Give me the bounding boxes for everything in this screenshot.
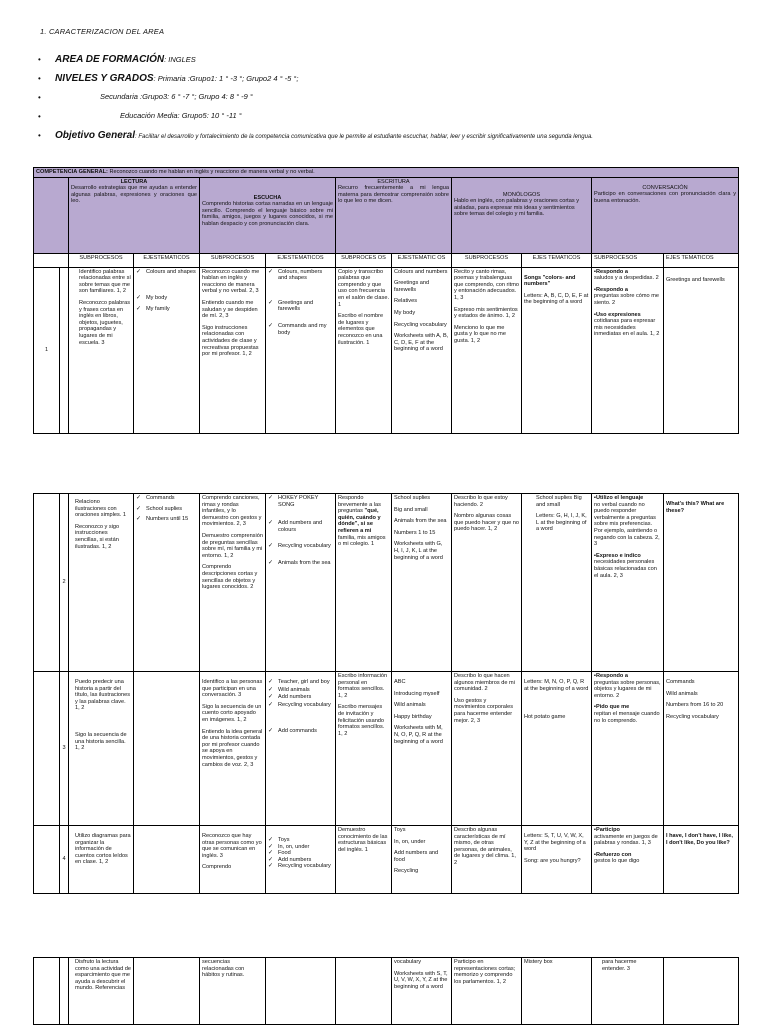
bullet-secundaria: [38, 90, 758, 109]
lectura-subprocesos: Identifico palabras relacionadas entre sí sobre temas que me son familiares. 1, 2 Reconozco palabras y frases cortas en inglés en libros, objetos, juguetes, propagandas y lugares de mi escuela. 3: [69, 267, 134, 433]
escucha-ejes: ✓ Teacher, girl and boy ✓ Wild animals ✓ Add numbers ✓ Recycling vocabulary ✓ Add commands: [266, 672, 336, 826]
bullet-area: [38, 52, 758, 71]
monologos-subprocesos: Describo lo que hacen algunos miembros de mi comunidad. 2 Uso gestos y movimientos corporales para hacerme entender mejor. 2, 3: [452, 672, 522, 826]
subheader-ejes: EJES TEMATICOS: [664, 253, 739, 267]
monologos-subprocesos: Describo lo que estoy haciendo. 2 Nombro algunas cosas que puedo hacer y que no puedo hacer. 1, 2: [452, 494, 522, 672]
escucha-ejes: ✓ Colours, numbers and shapes ✓ Greetings and farewells ✓ Commands and my body: [266, 267, 336, 433]
bullet-dot-icon: •: [38, 112, 41, 121]
bullet-media: [38, 109, 758, 128]
curriculum-table-2: [33, 493, 739, 894]
row-spacer: [60, 267, 69, 433]
row-number: 1: [34, 267, 60, 433]
escritura-ejes: Toys In, on, under Add numbers and food Recycling: [392, 826, 452, 894]
subheader-subprocesos: SUBPROCESOS: [200, 253, 266, 267]
escucha-title: ESCUCHA: [253, 194, 282, 201]
subheader-subprocesos: SUBPROCESOS: [452, 253, 522, 267]
subheader-ejes: EJESTEMATICOS: [266, 253, 336, 267]
competencia-label: COMPETENCIA GENERAL:: [36, 169, 108, 175]
lectura-ejes: ✓ Colours and shapes ✓ My body ✓ My family: [134, 267, 200, 433]
subheader-subprocesos: SUBPROCES OS: [336, 253, 392, 267]
bullet-dot-icon: •: [38, 55, 41, 64]
header-spacer: [34, 177, 69, 253]
curriculum-table-1: [33, 167, 739, 434]
conversacion-ejes: Commands Wild animals Numbers from 16 to 20 Recycling vocabulary: [664, 672, 739, 826]
row-spacer: [34, 672, 60, 826]
table-row: [34, 826, 739, 894]
header-conversacion: [592, 177, 739, 253]
conversacion-subprocesos: ▪ Participo activamente en juegos de palabras y rondas. 1, 3 ▪ Refuerzo con gestos lo que digo: [592, 826, 664, 894]
escritura-ejes: Colours and numbers Greetings and farewells Relatives My body Recycling vocabulary Worksheets with A, B, C, D, E, F at the beginning of a word: [392, 267, 452, 433]
row-spacer: [34, 958, 60, 1025]
lectura-ejes: [134, 826, 200, 894]
area-value: : INGLES: [164, 55, 196, 64]
bullet-dot-icon: •: [38, 93, 41, 102]
escritura-title: ESCRITURA: [377, 178, 410, 185]
monologos-subprocesos: Participo en representaciones cortas; memorizo y comprendo los parlamentos. 1, 2: [452, 958, 522, 1025]
lectura-ejes: ✓ Commands ✓ School suplies ✓ Numbers until 15: [134, 494, 200, 672]
escucha-subprocesos: Identifico a las personas que participan en una conversación. 3 Sigo la secuencia de un cuento corto apoyado en imágenes. 1, 2 Entiendo la idea general de una historia contada por mi profesor cuando se apoya en movimientos, gestos y cambios de voz. 2, 3: [200, 672, 266, 826]
escucha-subprocesos: Reconozco que hay otras personas como yo que se comunican en inglés. 3 Comprendo: [200, 826, 266, 894]
conversacion-title: CONVERSACIÓN: [642, 184, 688, 191]
row-spacer: [60, 958, 69, 1025]
escritura-ejes: vocabulary Worksheets with S, T, U, V, W, X, Y, Z at the beginning of a word: [392, 958, 452, 1025]
monologos-ejes: Songs "colors- and numbers" Letters: A, B, C, D, E, F at the beginning of a word: [522, 267, 592, 433]
monologos-title: MONÓLOGOS: [502, 191, 541, 198]
escucha-subprocesos: secuencias relacionadas con hábitos y rutinas.: [200, 958, 266, 1025]
header-lectura: [69, 177, 200, 253]
monologos-text: Hablo en inglés, con palabras y oraciones cortas y aisladas, para expresar mis ideas y sentimientos sobre temas del colegio y mi familia.: [454, 198, 579, 218]
objetivo-label: Objetivo General: [55, 130, 136, 141]
lectura-text: Desarrollo estrategias que me ayudan a entender algunas palabras, expresiones y oraciones que leo.: [71, 185, 197, 205]
escritura-ejes: ABC Introducing myself Wild animals Happy birthday Worksheets with M, N, O, P, Q, R at the beginning of a word: [392, 672, 452, 826]
objetivo-value: : Facilitar el desarrollo y fortalecimiento de la competencia comunicativa que le permite al estudiante escuchar, hablar, leer y escribir significativamente una segunda lengua.: [135, 134, 593, 140]
subheader-spacer: [34, 253, 69, 267]
monologos-ejes: Letters: M, N, O, P, Q, R at the beginning of a word Hot potato game: [522, 672, 592, 826]
table-row: [34, 267, 739, 433]
bullet-niveles: [38, 71, 758, 90]
escritura-subprocesos: Demuestro conocimiento de las estructuras básicas del inglés. 1: [336, 826, 392, 894]
subheader-ejes: EJESTEMATICOS: [134, 253, 200, 267]
monologos-subprocesos: Recito y canto rimas, poemas y trabalenguas que comprendo, con ritmo y entonación adecuados. 1, 3 Expreso mis sentimientos y estados de ánimo. 1, 2 Menciono lo que me gusta y lo que no me gusta. 1, 2: [452, 267, 522, 433]
conversacion-subprocesos: para hacerme entender. 3: [592, 958, 664, 1025]
bullet-dot-icon: •: [38, 74, 41, 83]
row-number: 3: [60, 672, 69, 826]
subheader-subprocesos: SUBPROCESOS: [592, 253, 664, 267]
competencia-text: Reconozco cuando me hablan en inglés y reacciono de manera verbal y no verbal.: [107, 169, 315, 175]
monologos-ejes: Mistery box: [522, 958, 592, 1025]
table-row: [34, 958, 739, 1025]
niveles-label: NIVELES Y GRADOS: [55, 73, 154, 84]
lectura-ejes: [134, 672, 200, 826]
subheader-subprocesos: SUBPROCESOS: [69, 253, 134, 267]
niveles-value: : Primaria :Grupo1: 1 ° -3 °; Grupo2 4 ° -5 °;: [153, 74, 299, 83]
area-label: AREA DE FORMACIÓN: [55, 54, 165, 65]
conversacion-ejes: [664, 958, 739, 1025]
bullet-dot-icon: •: [38, 131, 41, 140]
lectura-subprocesos: Puedo predecir una historia a partir del título, las ilustraciones y las palabras clave. 1, 2 Sigo la secuencia de una historia sencilla. 1, 2: [69, 672, 134, 826]
escritura-subprocesos: Escribo información personal en formatos sencillos. 1, 2 Escribo mensajes de invitación y felicitación usando formatos sencillos. 1, 2: [336, 672, 392, 826]
header-monologos: [452, 177, 592, 253]
row-spacer: [34, 494, 60, 672]
escucha-ejes: ✓ HOKEY POKEY SONG ✓ Add numbers and colours ✓ Recycling vocabulary ✓ Animals from the sea: [266, 494, 336, 672]
monologos-subprocesos: Describo algunas características de mí mismo, de otras personas, de animales, de lugares y del clima. 1, 2: [452, 826, 522, 894]
section-title: 1. CARACTERIZACION DEL AREA: [40, 27, 165, 36]
row-spacer: [34, 826, 60, 894]
lectura-subprocesos: Utilizo diagramas para organizar la información de cuentos cortos leídos en clase. 1, 2: [69, 826, 134, 894]
escucha-subprocesos: Comprendo canciones, rimas y rondas infantiles, y lo demuestro con gestos y movimientos. 2, 3 Demuestro comprensión de preguntas sencillas sobre mí, mi familia y mi entorno. 1, 2 Comprendo descripciones cortas y sencillas de objetos y lugares conocidos. 2: [200, 494, 266, 672]
row-number: 2: [60, 494, 69, 672]
conversacion-subprocesos: ▪ Respondo a preguntas sobre personas, objetos y lugares de mi entorno. 2 ▪ Pido que me repitan el mensaje cuando no lo comprendo.: [592, 672, 664, 826]
escucha-ejes: [266, 958, 336, 1025]
subheader-ejes: EJESTEMATIC OS: [392, 253, 452, 267]
header-escucha: [200, 177, 336, 253]
competencia-general: [34, 168, 739, 178]
escritura-subprocesos: Respondo brevemente a las preguntas "qué, quién, cuándo y dónde", si se refieren a mi familia, mis amigos o mi colegio. 1: [336, 494, 392, 672]
escritura-ejes: School suplies Big and small Animals from the sea Numbers 1 to 15 Worksheets with G, H, I, J, K, L at the beginning of a word: [392, 494, 452, 672]
secundaria-value: Secundaria :Grupo3: 6 ° -7 °; Grupo 4: 8 ° -9 °: [100, 92, 253, 101]
table-row: [34, 672, 739, 826]
conversacion-ejes: What's this? What are these?: [664, 494, 739, 672]
escucha-text: Comprendo historias cortas narradas en un lenguaje sencillo. Comprendo el lenguaje básico sobre mi familia, amigos, juegos y lugares conocidos, si me hablan despacio y con pronunciación clara.: [202, 201, 333, 227]
conversacion-subprocesos: ▪ Utilizo el lenguaje no verbal cuando no puedo responder verbalmente a preguntas sobre mis preferencias. Por ejemplo, asintiendo o negando con la cabeza. 2, 3 ▪ Expreso e indico necesidades personales básicas relacionadas con el aula. 2, 3: [592, 494, 664, 672]
header-escritura: [336, 177, 452, 253]
lectura-subprocesos: Disfruto la lectura como una actividad de esparcimiento que me ayuda a descubrir el mundo. Referencias: [69, 958, 134, 1025]
escritura-subprocesos: [336, 958, 392, 1025]
conversacion-ejes: Greetings and farewells: [664, 267, 739, 433]
escritura-subprocesos: Copio y transcribo palabras que comprendo y que uso con frecuencia en el salón de clase. 1 Escribo el nombre de lugares y elementos que reconozco en una ilustración. 1: [336, 267, 392, 433]
escucha-ejes: ✓ Toys ✓ In, on, under ✓ Food ✓ Add numbers ✓ Recycling vocabulary: [266, 826, 336, 894]
monologos-ejes: Letters: S, T, U, V, W, X, Y, Z at the beginning of a word Song: are you hungry?: [522, 826, 592, 894]
conversacion-text: Participo en conversaciones con pronunciación clara y buena entonación.: [594, 191, 737, 204]
row-number: 4: [60, 826, 69, 894]
conversacion-ejes: I have, I don't have, I like, I don't like, Do you like?: [664, 826, 739, 894]
area-bullets: [38, 52, 758, 147]
conversacion-subprocesos: ▪ Respondo a saludos y a despedidas. 2 ▪ Respondo a preguntas sobre cómo me siento. 2 ▪ Uso expresiones cotidianas para expresar mis necesidades inmediatas en el aula. 1, 2: [592, 267, 664, 433]
lectura-ejes: [134, 958, 200, 1025]
bullet-objetivo: [38, 128, 758, 147]
table-row: [34, 494, 739, 672]
escritura-text: Recurro frecuentemente a mi lengua materna para demostrar comprensión sobre lo que leo o me dicen.: [338, 185, 449, 205]
escucha-subprocesos: Reconozco cuando me hablan en inglés y reacciono de manera verbal y no verbal. 2, 3 Entiendo cuando me saludan y se despiden de mí. 2, 3 Sigo instrucciones relacionadas con actividades de clase y recreativas propuestas por mi profesor. 1, 2: [200, 267, 266, 433]
subheader-ejes: EJES TEMATICOS: [522, 253, 592, 267]
monologos-ejes: School suplies Big and small Letters: G, H, I, J, K, L at the beginning of a word: [522, 494, 592, 672]
curriculum-table-3: [33, 957, 739, 1025]
media-value: Educación Media: Grupo5: 10 ° -11 °: [120, 111, 242, 120]
lectura-subprocesos: Relaciono ilustraciones con oraciones simples. 1 Reconozco y sigo instrucciones sencillas, si están ilustradas. 1, 2: [69, 494, 134, 672]
lectura-title: LECTURA: [120, 178, 148, 185]
